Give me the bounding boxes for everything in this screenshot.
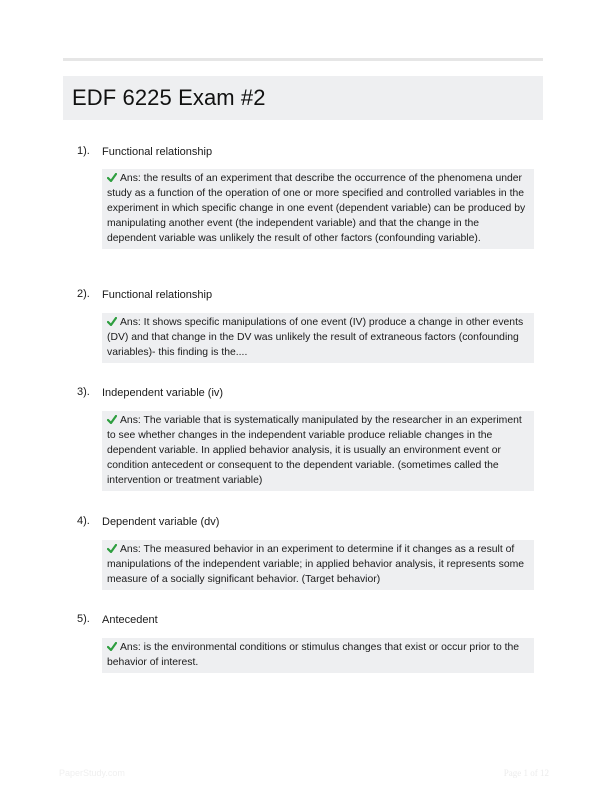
answer-box (102, 313, 534, 363)
check-icon (107, 317, 117, 326)
question-number: 4). (77, 515, 90, 527)
answer-text: Ans: the results of an experiment that describe the occurrence of the phenomena under study as a function of the operation of one or more specified and controlled variables in the experiment in which specific change in one event (dependent variable) can be produced by manipulating another event (the independent variable) and that the change in the dependent variable was unlikely the result of other factors (confounding variable). (107, 173, 526, 244)
page-number: Page 1 of 12 (503, 768, 549, 778)
question-term: Functional relationship (102, 289, 213, 301)
answer-text: Ans: is the environmental conditions or stimulus changes that exist or occur prior to the behavior of interest. (107, 642, 520, 668)
answer-box (102, 411, 534, 491)
answer-box (102, 169, 534, 249)
answer-text: Ans: The variable that is systematically manipulated by the researcher in an experiment to see whether changes in the independent variable produce reliable changes in the dependent variable. In applied behavior analysis, it is usually an environment event or condition antecedent or consequent to the dependent variable. (sometimes called the intervention or treatment variable) (107, 415, 522, 486)
title-box (63, 76, 543, 120)
answer-box (102, 540, 534, 590)
question-term: Independent variable (iv) (102, 387, 224, 399)
question-term: Dependent variable (dv) (102, 516, 220, 528)
question-number: 3). (77, 386, 90, 398)
page-title: EDF 6225 Exam #2 (72, 85, 266, 110)
check-icon (107, 173, 117, 182)
check-icon (107, 642, 117, 651)
answer-text: Ans: The measured behavior in an experiment to determine if it changes as a result of manipulations of the independent variable; in applied behavior analysis, it represents some measure of a socially significant behavior. (Target behavior) (107, 544, 525, 585)
check-icon (107, 544, 117, 553)
answer-text: Ans: It shows specific manipulations of one event (IV) produce a change in other events (DV) and that change in the DV was unlikely the result of extraneous factors (confounding variables)- this finding is the.... (107, 317, 524, 358)
answer-box (102, 638, 534, 673)
question-number: 1). (77, 145, 90, 157)
question-term: Functional relationship (102, 146, 213, 158)
top-rule (63, 58, 543, 61)
question-number: 2). (77, 288, 90, 300)
check-icon (107, 415, 117, 424)
footer-watermark: PaperStudy.com (59, 768, 125, 778)
question-term: Antecedent (102, 614, 158, 626)
question-number: 5). (77, 613, 90, 625)
